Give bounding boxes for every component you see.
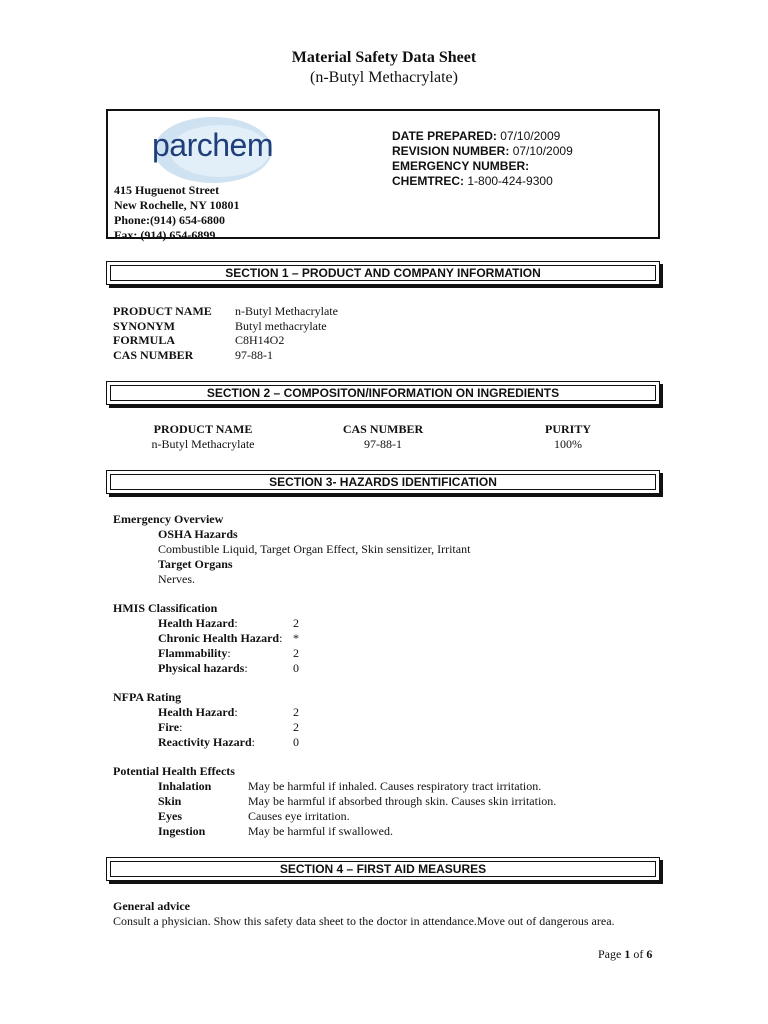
emergency-label: EMERGENCY NUMBER: <box>392 159 530 173</box>
document-title: Material Safety Data Sheet <box>291 49 477 66</box>
hmis-row: Chronic Health Hazard: * <box>158 631 299 645</box>
composition-product-col: PRODUCT NAME n-Butyl Methacrylate <box>151 422 255 451</box>
first-aid-general <box>113 899 615 929</box>
address-fax: Fax: (914) 654-6899 <box>114 228 216 242</box>
revision-row <box>392 144 573 159</box>
date-prepared-label: DATE PREPARED: <box>392 129 497 143</box>
nfpa-row: Health Hazard: 2 <box>158 705 299 719</box>
chemtrec-label: CHEMTREC: <box>392 174 464 188</box>
section-3-header <box>106 470 660 494</box>
emergency-row <box>392 159 573 174</box>
page-number: Page 1 of 6 <box>598 947 653 961</box>
section-2-header <box>106 381 660 405</box>
hmis-classification: HMIS Classification Health Hazard: 2 Chronic Health Hazard: * Flammability: 2 Physical hazards: 0 <box>113 601 299 675</box>
nfpa-row: Fire: 2 <box>158 720 299 734</box>
company-header-box <box>106 109 660 242</box>
health-effect-row: Inhalation May be harmful if inhaled. Causes respiratory tract irritation. <box>158 779 542 793</box>
section-4-title: SECTION 4 – FIRST AID MEASURES <box>279 862 487 876</box>
product-info-row: SYNONYM Butyl methacrylate <box>113 318 327 333</box>
parchem-logo <box>148 115 288 183</box>
hmis-row: Health Hazard: 2 <box>158 616 299 630</box>
chemtrec-value: 1-800-424-9300 <box>467 174 553 188</box>
address-street: 415 Huguenot Street <box>114 183 220 197</box>
revision-value: 07/10/2009 <box>512 144 573 158</box>
title-block <box>0 48 768 88</box>
general-advice-heading: General advice <box>113 899 190 913</box>
chemtrec-row <box>392 174 573 189</box>
nfpa-rating: NFPA Rating Health Hazard: 2 Fire: 2 Reactivity Hazard: 0 <box>113 690 299 749</box>
emergency-overview: Emergency Overview OSHA Hazards Combustible Liquid, Target Organ Effect, Skin sensitizer, Irritant Target Organs Nerves. <box>113 512 471 586</box>
general-advice-text: Consult a physician. Show this safety data sheet to the doctor in attendance.Move out of dangerous area. <box>113 914 615 928</box>
address-phone: Phone:(914) 654-6800 <box>114 213 225 227</box>
nfpa-row: Reactivity Hazard: 0 <box>158 735 299 749</box>
health-effect-row: Ingestion May be harmful if swallowed. <box>158 824 393 838</box>
date-prepared-row <box>392 129 573 144</box>
health-effect-row: Eyes Causes eye irritation. <box>158 809 350 823</box>
document-info <box>392 129 573 189</box>
section-1-header <box>106 261 660 285</box>
product-info-row: CAS NUMBER 97-88-1 <box>113 347 273 362</box>
section-4-header <box>106 857 660 881</box>
section-2-title: SECTION 2 – COMPOSITON/INFORMATION ON INGREDIENTS <box>206 386 560 400</box>
health-effect-row: Skin May be harmful if absorbed through skin. Causes skin irritation. <box>158 794 557 808</box>
hmis-row: Flammability: 2 <box>158 646 299 660</box>
date-prepared-value: 07/10/2009 <box>500 129 561 143</box>
product-info <box>113 304 338 362</box>
section-1-title: SECTION 1 – PRODUCT AND COMPANY INFORMATION <box>225 266 541 280</box>
product-info-row: FORMULA C8H14O2 <box>113 333 285 347</box>
potential-health-effects: Potential Health Effects Inhalation May be harmful if inhaled. Causes respiratory tract irritation. Skin May be harmful if absorbed through skin. Causes skin irritation. Eyes Causes eye irritation. Ingestion May be harmful if swallowed. <box>113 764 557 838</box>
composition-cas-col: CAS NUMBER 97-88-1 <box>342 422 424 451</box>
section-3-title: SECTION 3- HAZARDS IDENTIFICATION <box>269 475 497 489</box>
hmis-row: Physical hazards: 0 <box>158 661 299 675</box>
company-address <box>114 183 240 243</box>
document-subtitle: (n-Butyl Methacrylate) <box>310 69 458 86</box>
product-info-row: PRODUCT NAME n-Butyl Methacrylate <box>113 304 338 318</box>
address-city: New Rochelle, NY 10801 <box>114 198 240 212</box>
logo-text: parchem <box>152 127 273 163</box>
composition-purity-col: PURITY 100% <box>544 422 591 451</box>
revision-label: REVISION NUMBER: <box>392 144 510 158</box>
